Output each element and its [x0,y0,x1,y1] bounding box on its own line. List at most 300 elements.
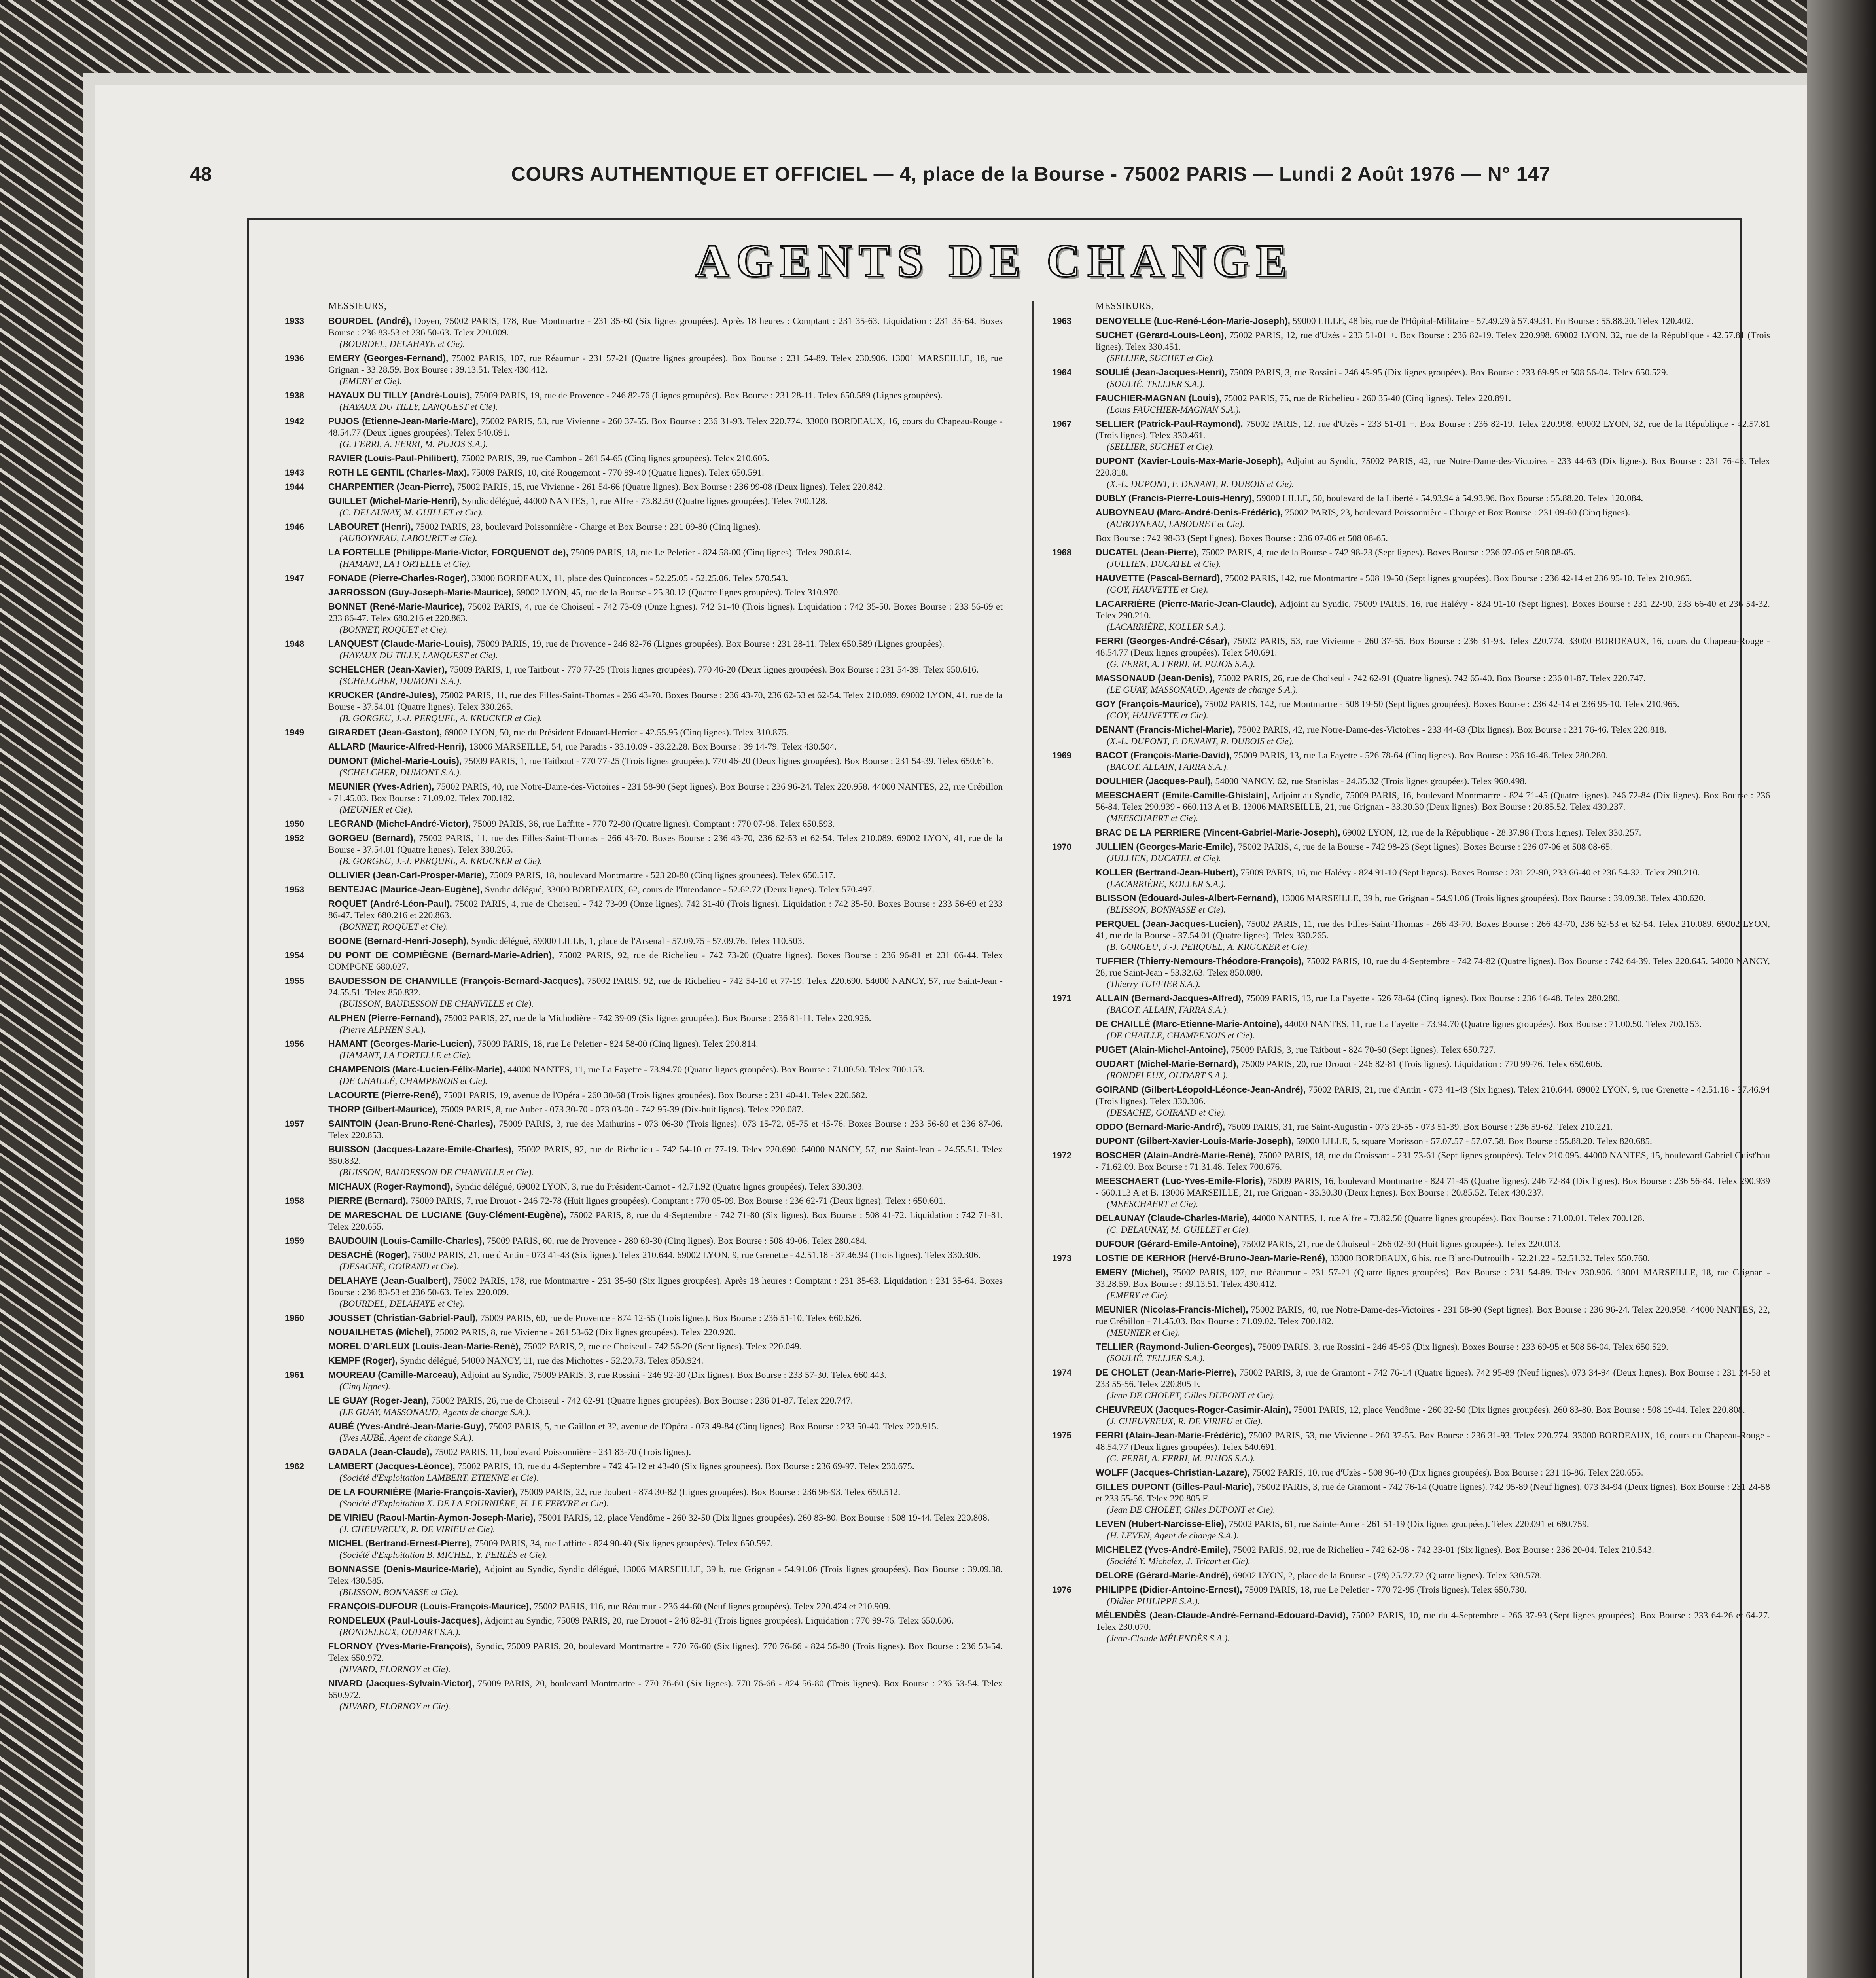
agent-name: CHARPENTIER (Jean-Pierre), [328,481,455,492]
agent-entry [285,1064,1003,1087]
agent-details: 75009 PARIS, 1, rue Taitbout - 770 77-25 (Trois lignes groupées). 770 46-20 (Deux lignes groupées). Box Bourse : 231 54-39. Telex 650.616. [449,665,979,675]
agent-entry [285,1144,1003,1178]
agent-entry [1052,1584,1770,1607]
agent-name: SCHELCHER (Jean-Xavier), [328,664,447,674]
agent-details: 75002 PARIS, 3, rue de Gramont - 742 76-14 (Quatre lignes). 742 95-89 (Neuf lignes). 073 34-94 (Deux lignes). Box Bourse : 231 24-58 et 233 55-56. Telex 220.805 F. [1096,1482,1770,1504]
entry-year: 1972 [1052,1150,1071,1160]
agent-details: 75002 PARIS, 75, rue de Richelieu - 260 35-40 (Cinq lignes). Telex 220.891. [1224,393,1511,404]
agent-entry [1052,598,1770,633]
agent-name: LANQUEST (Claude-Marie-Louis), [328,638,474,649]
agent-name: SAINTOIN (Jean-Bruno-René-Charles), [328,1118,496,1129]
agent-name: KEMPF (Roger), [328,1355,398,1366]
agent-firm: (J. CHEUVREUX, R. DE VIRIEU et Cie). [339,1524,496,1535]
page-title: AGENTS DE CHANGE [695,235,1295,287]
entry-year: 1956 [285,1039,304,1049]
agent-name: BACOT (François-Marie-David), [1096,750,1232,760]
agent-firm: (LE GUAY, MASSONAUD, Agents de change S.A.). [339,1407,531,1417]
agent-details: 44000 NANTES, 11, rue La Fayette - 73.94.70 (Quatre lignes groupées). Box Bourse : 71.00.50. Telex 700.153. [1284,1019,1702,1029]
agent-firm: (J. CHEUVREUX, R. DE VIRIEU et Cie). [1107,1416,1263,1427]
agent-name: JARROSSON (Guy-Joseph-Marie-Maurice), [328,587,514,597]
agent-firm: (AUBOYNEAU, LABOURET et Cie). [1107,519,1245,529]
agent-firm: (EMERY et Cie). [339,376,402,387]
agent-name: AUBÉ (Yves-André-Jean-Marie-Guy), [328,1421,487,1431]
entry-year: 1958 [285,1196,304,1206]
agent-name: BOURDEL (André), [328,316,412,326]
agent-firm: (AUBOYNEAU, LABOURET et Cie). [339,533,477,544]
agent-entry [285,601,1003,636]
agent-details: 75009 PARIS, 18, rue Le Peletier - 770 72-95 (Trois lignes). Telex 650.730. [1244,1585,1527,1595]
agent-firm: (C. DELAUNAY, M. GUILLET et Cie). [339,508,483,518]
right-entry-list [1052,315,1770,1645]
agent-name: PERQUEL (Jean-Jacques-Lucien), [1096,919,1244,929]
agent-entry [1052,455,1770,490]
entry-year: 1964 [1052,368,1071,377]
agent-firm: (Cinq lignes). [339,1381,391,1392]
agent-firm: (LE GUAY, MASSONAUD, Agents de change S.A.). [1107,685,1298,695]
entry-year: 1955 [285,976,304,986]
agent-firm: (LACARRIÈRE, KOLLER S.A.). [1107,879,1226,889]
agent-entry [1052,1544,1770,1567]
agent-name: DOULHIER (Jacques-Paul), [1096,776,1213,786]
agent-entry [1052,392,1770,416]
agent-entry [1052,827,1770,839]
agent-details: 69002 LYON, 12, rue de la République - 28.37.98 (Trois lignes). Telex 330.257. [1342,828,1641,838]
agent-entry [285,1421,1003,1444]
agent-firm: (Pierre ALPHEN S.A.). [339,1025,426,1035]
agent-entry [285,638,1003,661]
agent-details: 75002 PARIS, 13, rue du 4-Septembre - 742 45-12 et 43-40 (Six lignes groupées). Box Bourse : 236 69-97. Telex 230.675. [457,1461,914,1472]
entry-year: 1968 [1052,548,1071,557]
agent-firm: (SCHELCHER, DUMONT S.A.). [339,676,462,686]
entry-year: 1973 [1052,1253,1071,1263]
agent-firm: (BLISSON, BONNASSE et Cie). [1107,905,1226,915]
agent-entry [285,1326,1003,1338]
agent-entry [285,1312,1003,1324]
agent-firm: (BUISSON, BAUDESSON DE CHANVILLE et Cie). [339,1167,534,1178]
agent-details: 75002 PARIS, 40, rue Notre-Dame-des-Victoires - 231 58-90 (Sept lignes). Box Bourse : 236 96-24. Telex 220.958. 44000 NANTES, 22, rue Crébillon - 71.45.03. Box Bourse : 71.09.02. Telex 700.182. [328,782,1003,803]
agent-details: Adjoint au Syndic, Syndic délégué, 13006 MARSEILLE, 39 b, rue Grignan - 54.91.06 (Trois lignes groupées). Box Bourse : 39.09.38. Telex 430.585. [328,1564,1003,1586]
agent-name: MEESCHAERT (Luc-Yves-Emile-Floris), [1096,1176,1266,1186]
agent-firm: (X.-L. DUPONT, F. DENANT, R. DUBOIS et Cie). [1107,736,1294,746]
agent-firm: (NIVARD, FLORNOY et Cie). [339,1701,451,1712]
agent-entry [1052,1610,1770,1645]
agent-entry [1052,1467,1770,1479]
agent-entry [285,453,1003,464]
agent-firm: (JULLIEN, DUCATEL et Cie). [1107,853,1221,864]
agent-name: ALLAIN (Bernard-Jacques-Alfred), [1096,993,1244,1003]
agent-entry [1052,1430,1770,1465]
agent-name: GIRARDET (Jean-Gaston), [328,727,442,737]
agent-firm: (B. GORGEU, J.-J. PERQUEL, A. KRUCKER et Cie). [339,713,542,724]
agent-details: 69002 LYON, 45, rue de la Bourse - 25.30.12 (Quatre lignes groupées). Telex 310.970. [516,587,841,598]
agent-details: 75009 PARIS, 22, rue Joubert - 874 30-82 (Lignes groupées). Box Bourse : 236 96-93. Telex 650.512. [520,1487,901,1497]
agent-name: KOLLER (Bertrand-Jean-Hubert), [1096,867,1238,877]
agent-details: 75009 PARIS, 31, rue Saint-Augustin - 073 29-55 - 073 51-39. Box Bourse : 236 59-62. Telex 210.221. [1227,1122,1613,1132]
agent-name: BAUDOUIN (Louis-Camille-Charles), [328,1235,485,1246]
agent-entry [1052,724,1770,747]
agent-firm: (HAYAUX DU TILLY, LANQUEST et Cie). [339,402,498,412]
agent-details: Adjoint au Syndic, 75009 PARIS, 20, rue Drouot - 246 82-81 (Trois lignes groupées). Liquidation : 770 99-76. Telex 650.606. [484,1616,954,1626]
agent-entry [285,495,1003,519]
agent-name: ROQUET (André-Léon-Paul), [328,898,452,909]
agent-name: GUILLET (Michel-Marie-Henri), [328,496,460,506]
agent-entry [1052,867,1770,890]
running-head [190,156,1550,192]
entry-year: 1963 [1052,316,1071,326]
agent-entry [285,1461,1003,1484]
agent-firm: (DESACHÉ, GOIRAND et Cie). [339,1262,459,1272]
agent-name: DESACHÉ (Roger), [328,1250,411,1260]
agent-details: Syndic délégué, 69002 LYON, 3, rue du Président-Carnot - 42.71.92 (Quatre lignes groupées). Telex 330.303. [455,1182,864,1192]
agent-firm: (B. GORGEU, J.-J. PERQUEL, A. KRUCKER et Cie). [339,856,542,866]
agent-name: OUDART (Michel-Marie-Bernard), [1096,1059,1239,1069]
agent-firm: (RONDELEUX, OUDART S.A.). [1107,1070,1228,1081]
agent-entry [1052,532,1770,544]
agent-details: Adjoint au Syndic, 75002 PARIS, 42, rue Notre-Dame-des-Victoires - 233 44-63 (Dix lignes). Box Bourse : 231 76-46. Telex 220.818. [1096,456,1770,478]
agent-firm: (DE CHAILLÉ, CHAMPENOIS et Cie). [1107,1031,1255,1041]
right-column-heading: MESSIEURS, [1096,301,1155,311]
agent-entry [285,1601,1003,1612]
agent-entry [285,1369,1003,1393]
agent-name: BAUDESSON DE CHANVILLE (François-Bernard-Jacques), [328,976,584,986]
agent-name: KRUCKER (André-Jules), [328,690,438,700]
agent-details: Syndic délégué, 44000 NANTES, 1, rue Alfre - 73.82.50 (Quatre lignes groupées). Telex 700.128. [462,496,828,506]
agent-name: LEVEN (Hubert-Narcisse-Elie), [1096,1519,1227,1529]
agent-firm: (HAMANT, LA FORTELLE et Cie). [339,1050,471,1061]
agent-entry [285,664,1003,687]
agent-name: FERRI (Alain-Jean-Marie-Frédéric), [1096,1430,1246,1440]
agent-details: 75009 PARIS, 60, rue de Provence - 280 69-30 (Cinq lignes). Box Bourse : 508 49-06. Telex 280.484. [487,1236,867,1246]
agent-firm: (Société d'Exploitation X. DE LA FOURNIÈRE, H. LE FEBVRE et Cie). [339,1499,609,1509]
agent-entry [1052,955,1770,990]
agent-details: 75002 PARIS, 42, rue Notre-Dame-des-Victoires - 233 44-63 (Dix lignes). Box Bourse : 231 76-46. Telex 220.818. [1237,725,1666,735]
agent-firm: (G. FERRI, A. FERRI, M. PUJOS S.A.). [1107,1453,1255,1464]
agent-firm: (X.-L. DUPONT, F. DENANT, R. DUBOIS et Cie). [1107,479,1294,489]
agent-name: MEUNIER (Yves-Adrien), [328,781,434,792]
entry-year: 1975 [1052,1430,1071,1440]
agent-firm: (RONDELEUX, OUDART S.A.). [339,1627,461,1637]
agent-entry [1052,418,1770,453]
agent-name: GOY (François-Maurice), [1096,699,1202,709]
agent-details: 75002 PARIS, 8, rue Vivienne - 261 53-62 (Dix lignes groupées). Telex 220.920. [435,1327,736,1338]
agent-details: 75009 PARIS, 1, rue Taitbout - 770 77-25 (Trois lignes groupées). 770 46-20 (Deux lignes groupées). Box Bourse : 231 54-39. Telex 650.616. [464,756,994,766]
agent-entry [285,587,1003,599]
agent-entry [1052,1304,1770,1339]
agent-details: 44000 NANTES, 11, rue La Fayette - 73.94.70 (Quatre lignes groupées). Box Bourse : 71.00.50. Telex 700.153. [507,1065,925,1075]
agent-details: 75002 PARIS, 10, rue du 4-Septembre - 266 37-93 (Sept lignes groupées). Box Bourse : 233 64-26 et 64-27. Telex 230.070. [1096,1610,1770,1632]
agent-details: 75009 PARIS, 20, rue Drouot - 246 82-81 (Trois lignes). Liquidation : 770 99-76. Telex 650.606. [1241,1059,1602,1069]
agent-details: 75002 PARIS, 92, rue de Richelieu - 742 54-10 et 77-19. Telex 220.690. 54000 NANCY, 57, rue Saint-Jean - 24.55.51. Telex 850.832. [328,976,1003,998]
agent-entry [285,1512,1003,1535]
agent-name: LEGRAND (Michel-André-Victor), [328,818,471,829]
left-entry-list [285,315,1003,1713]
agent-entry [1052,790,1770,824]
agent-details: 75009 PARIS, 13, rue La Fayette - 526 78-64 (Cinq lignes). Box Bourse : 236 16-48. Telex 280.280. [1234,750,1608,761]
entry-year: 1953 [285,885,304,894]
agent-firm: (DESACHÉ, GOIRAND et Cie). [1107,1108,1227,1118]
agent-entry [1052,1084,1770,1119]
agent-name: FLORNOY (Yves-Marie-François), [328,1641,473,1651]
agent-firm: (BOURDEL, DELAHAYE et Cie). [339,339,465,349]
agent-entry [285,1118,1003,1141]
agent-details: 75009 PARIS, 19, rue de Provence - 246 82-76 (Lignes groupées). Box Bourse : 231 28-11. Telex 650.589 (Lignes groupées). [474,390,943,401]
agent-name: LA FORTELLE (Philippe-Marie-Victor, FORQUENOT de), [328,547,568,557]
agent-details: 75002 PARIS, 178, rue Montmartre - 231 35-60 (Six lignes groupées). Après 18 heures : Comptant : 231 35-63. Liquidation : 231 35-64. Boxes Bourse : 236 83-53 et 236 50-63. Telex 220.009. [328,1276,1003,1298]
entry-year: 1949 [285,728,304,737]
agent-name: NIVARD (Jacques-Sylvain-Victor), [328,1678,475,1688]
entry-year: 1933 [285,316,304,326]
agent-firm: (GOY, HAUVETTE et Cie). [1107,585,1208,595]
agent-firm: (HAMANT, LA FORTELLE et Cie). [339,559,471,569]
agent-details: 75002 PARIS, 142, rue Montmartre - 508 19-50 (Sept lignes groupées). Boxes Bourse : 236 42-14 et 236 95-10. Telex 210.965. [1204,699,1679,709]
entry-year: 1976 [1052,1585,1071,1595]
agent-details: 75002 PARIS, 23, boulevard Poissonnière - Charge et Box Bourse : 231 09-80 (Cinq lignes). [415,522,761,532]
agent-details: 75009 PARIS, 18, rue Le Peletier - 824 58-00 (Cinq lignes). Telex 290.814. [477,1039,758,1049]
entry-year: 1959 [285,1236,304,1246]
agent-details: 75002 PARIS, 10, rue d'Uzès - 508 96-40 (Dix lignes groupées). Box Bourse : 231 16-86. Telex 220.655. [1252,1468,1643,1478]
agent-firm: (BONNET, ROQUET et Cie). [339,625,449,635]
agent-details: 75002 PARIS, 92, rue de Richelieu - 742 54-10 et 77-19. Telex 220.690. 54000 NANCY, 57, rue Saint-Jean - 24.55.51. Telex 850.832. [328,1144,1003,1166]
agent-entry [285,1089,1003,1101]
entry-year: 1961 [285,1370,304,1380]
agent-details: 75009 PARIS, 10, cité Rougemont - 770 99-40 (Quatre lignes). Telex 650.591. [471,468,764,478]
agent-entry [285,1641,1003,1675]
agent-entry [285,1563,1003,1598]
agent-entry [1052,1267,1770,1302]
agent-name: SOULIÉ (Jean-Jacques-Henri), [1096,367,1227,377]
agent-details: 75002 PARIS, 4, rue de Choiseul - 742 73-09 (Onze lignes). 742 31-40 (Trois lignes). Liquidation : 742 35-50. Boxes Bourse : 233 56-69 et 233 86-47. Telex 680.216 et 220.863. [328,602,1003,623]
agent-firm: (Société Y. Michelez, J. Tricart et Cie). [1107,1556,1251,1567]
agent-firm: (MEUNIER et Cie). [339,805,413,815]
agent-details: 75009 PARIS, 36, rue Laffitte - 770 72-90 (Quatre lignes). Comptant : 770 07-98. Telex 650.593. [473,819,835,829]
agent-entry [285,415,1003,450]
agent-details: 75009 PARIS, 16, rue Halévy - 824 91-10 (Sept lignes). Boxes Bourse : 231 22-90, 233 66-40 et 236 54-32. Telex 290.210. [1240,868,1700,878]
agent-firm: (NIVARD, FLORNOY et Cie). [339,1664,451,1675]
agent-name: AUBOYNEAU (Marc-André-Denis-Frédéric), [1096,507,1283,517]
agent-name: DELAHAYE (Jean-Gualbert), [328,1275,451,1286]
agent-name: MEESCHAERT (Emile-Camille-Ghislain), [1096,790,1270,800]
agent-firm: (Didier PHILIPPE S.A.). [1107,1596,1200,1607]
agent-name: WOLFF (Jacques-Christian-Lazare), [1096,1467,1250,1478]
agent-firm: (MEESCHAERT et Cie). [1107,1199,1198,1209]
entry-year: 1967 [1052,419,1071,429]
agent-details: 75002 PARIS, 21, rue d'Antin - 073 41-43 (Six lignes). Telex 210.644. 69002 LYON, 9, rue Grenette - 42.51.18 - 37.46.94 (Trois lignes). Telex 330.306. [1096,1085,1770,1106]
agent-name: BRAC DE LA PERRIERE (Vincent-Gabriel-Marie-Joseph), [1096,827,1340,837]
agent-details: 13006 MARSEILLE, 54, rue Paradis - 33.10.09 - 33.22.28. Box Bourse : 39 14-79. Telex 430.504. [469,742,837,752]
agent-details: 75009 PARIS, 3, rue Rossini - 246 45-95 (Dix lignes). Boxes Bourse : 233 69-95 et 508 56-04. Telex 650.529. [1257,1342,1668,1352]
agent-name: DE LA FOURNIÈRE (Marie-François-Xavier), [328,1487,518,1497]
agent-name: HAMANT (Georges-Marie-Lucien), [328,1038,475,1049]
agent-entry [1052,1252,1770,1264]
entry-year: 1971 [1052,993,1071,1003]
agent-details: 59000 LILLE, 48 bis, rue de l'Hôpital-Militaire - 57.49.29 à 57.49.31. En Bourse : 55.88.20. Telex 120.402. [1292,316,1694,326]
agent-details: 75002 PARIS, 18, rue du Croissant - 231 73-61 (Sept lignes groupées). Telex 210.095. 44000 NANTES, 15, boulevard Gabriel Guist'hau - 71.62.09. Box Bourse : 71.31.48. Telex 700.676. [1096,1150,1770,1172]
agent-firm: (C. DELAUNAY, M. GUILLET et Cie). [1107,1225,1251,1235]
agent-entry [285,1235,1003,1247]
agent-name: MASSONAUD (Jean-Denis), [1096,673,1215,683]
agent-entry [1052,698,1770,722]
entry-year: 1944 [285,482,304,492]
agent-name: FAUCHIER-MAGNAN (Louis), [1096,393,1222,403]
agent-entry [1052,750,1770,773]
entry-year: 1960 [285,1313,304,1323]
agent-name: FONADE (Pierre-Charles-Roger), [328,573,469,583]
agent-name: DUPONT (Xavier-Louis-Max-Marie-Joseph), [1096,456,1283,466]
agent-name: BENTEJAC (Maurice-Jean-Eugène), [328,884,483,894]
agent-name: DUMONT (Michel-Marie-Louis), [328,756,462,766]
agent-firm: (Jean DE CHOLET, Gilles DUPONT et Cie). [1107,1391,1276,1401]
agent-entry [1052,1058,1770,1082]
agent-entry [285,832,1003,867]
agent-entry [1052,1518,1770,1542]
agent-name: DUFOUR (Gérard-Emile-Antoine), [1096,1239,1240,1249]
agent-details: 75002 PARIS, 11, rue des Filles-Saint-Thomas - 266 43-70. Boxes Bourse : 266 43-70, 236 62-53 et 62-54. Telex 210.089. 69002 LYON, 41, rue de la Bourse - 37.54.01 (Quatre lignes). Telex 330.265. [1096,919,1770,941]
agent-details: 75002 PARIS, 26, rue de Choiseul - 742 62-91 (Quatre lignes groupées). Box Bourse : 236 01-87. Telex 220.747. [431,1396,853,1406]
entry-year: 1943 [285,468,304,477]
agent-details: 75009 PARIS, 18, rue Le Peletier - 824 58-00 (Cinq lignes). Telex 290.814. [570,548,852,558]
agent-entry [1052,993,1770,1016]
agent-name: RAVIER (Louis-Paul-Philibert), [328,453,459,463]
agent-name: LACARRIÈRE (Pierre-Marie-Jean-Claude), [1096,599,1277,609]
agent-entry [285,547,1003,570]
agent-name: CHAMPENOIS (Marc-Lucien-Félix-Marie), [328,1064,505,1074]
agent-firm: (SELLIER, SUCHET et Cie). [1107,353,1214,364]
agent-firm: (HAYAUX DU TILLY, LANQUEST et Cie). [339,650,498,661]
agent-entry [1052,1135,1770,1147]
agent-entry [285,755,1003,779]
agent-name: DE VIRIEU (Raoul-Martin-Aymon-Joseph-Marie), [328,1512,536,1523]
agent-details: 54000 NANCY, 62, rue Stanislas - 24.35.32 (Trois lignes groupées). Telex 960.498. [1215,776,1527,786]
agent-firm: (SOULIÉ, TELLIER S.A.). [1107,379,1205,389]
agent-firm: (EMERY et Cie). [1107,1290,1170,1301]
agent-name: MOUREAU (Camille-Marceau), [328,1370,459,1380]
agent-name: LABOURET (Henri), [328,521,413,532]
agent-entry [285,352,1003,387]
agent-firm: (Jean DE CHOLET, Gilles DUPONT et Cie). [1107,1505,1276,1515]
agent-details: 75009 PARIS, 20, boulevard Montmartre - 770 76-60 (Six lignes). 770 76-66 - 824 56-80 (Trois lignes). Box Bourse : 236 53-54. Telex 650.972. [328,1679,1003,1700]
agent-entry [285,781,1003,816]
agent-entry [1052,330,1770,364]
agent-details: 75002 PARIS, 92, rue de Richelieu - 742 73-20 (Quatre lignes). Boxes Bourse : 236 96-81 et 231 06-44. Telex COMPGNE 680.027. [328,950,1003,972]
agent-firm: (LACARRIÈRE, KOLLER S.A.). [1107,622,1226,632]
agent-firm: (G. FERRI, A. FERRI, M. PUJOS S.A.). [339,439,488,449]
agent-name: GORGEU (Bernard), [328,833,416,843]
agent-details: Adjoint au Syndic, 75009 PARIS, 16, rue Halévy - 824 91-10 (Sept lignes). Boxes Bourse : 231 22-90, 233 66-40 et 236 54-32. Telex 290.210. [1096,599,1770,621]
agent-details: Syndic délégué, 33000 BORDEAUX, 62, cours de l'Intendance - 52.62.72 (Deux lignes). Telex 570.497. [485,885,875,895]
agent-entry [1052,1018,1770,1042]
left-column-heading: MESSIEURS, [328,301,387,311]
agent-name: BONNET (René-Marie-Maurice), [328,601,465,612]
agent-entry [1052,367,1770,390]
agent-entry [285,1538,1003,1561]
agent-firm: (BACOT, ALLAIN, FARRA S.A.). [1107,1005,1229,1015]
agent-name: BONNASSE (Denis-Maurice-Marie), [328,1564,481,1574]
agent-details: 75001 PARIS, 19, avenue de l'Opéra - 260 30-68 (Trois lignes groupées). Box Bourse : 231 40-41. Telex 220.682. [443,1090,868,1101]
agent-details: 75009 PARIS, 8, rue Auber - 073 30-70 - 073 03-00 - 742 95-39 (Dix-huit lignes). Telex 220.087. [440,1105,804,1115]
agent-name: BLISSON (Edouard-Jules-Albert-Fernand), [1096,893,1279,903]
agent-firm: (BACOT, ALLAIN, FARRA S.A.). [1107,762,1229,772]
agent-name: JOUSSET (Christian-Gabriel-Paul), [328,1313,478,1323]
agent-firm: (GOY, HAUVETTE et Cie). [1107,710,1208,721]
agent-entry [285,741,1003,753]
agent-firm: (Société d'Exploitation B. MICHEL, Y. PERLÈS et Cie). [339,1550,547,1560]
agent-details: Syndic délégué, 54000 NANCY, 11, rue des Michottes - 52.20.73. Telex 850.924. [399,1356,704,1366]
agent-name: MEUNIER (Nicolas-Francis-Michel), [1096,1304,1248,1315]
agent-entry [285,884,1003,896]
agent-details: 75002 PARIS, 15, rue Vivienne - 261 54-66 (Quatre lignes). Box Bourse : 236 99-08 (Deux lignes). Telex 220.842. [457,482,886,492]
agent-entry [1052,547,1770,570]
agent-details: Syndic délégué, 59000 LILLE, 1, place de l'Arsenal - 57.09.75 - 57.09.76. Telex 110.503. [471,936,805,946]
agent-entry [285,1209,1003,1233]
agent-details: 75002 PARIS, 142, rue Montmartre - 508 19-50 (Sept lignes groupées). Box Bourse : 236 42-14 et 236 95-10. Telex 210.965. [1225,573,1692,584]
agent-entry [1052,841,1770,864]
agent-entry [285,1181,1003,1193]
agent-name: MICHEL (Bertrand-Ernest-Pierre), [328,1538,472,1548]
agent-name: DE MARESCHAL DE LUCIANE (Guy-Clément-Eugène), [328,1210,566,1220]
agent-entry [1052,1481,1770,1516]
agent-details: 33000 BORDEAUX, 11, place des Quinconces - 52.25.05 - 52.25.06. Telex 570.543. [471,573,788,584]
agent-entry [1052,918,1770,953]
agent-firm: (Yves AUBÉ, Agent de change S.A.). [339,1433,474,1443]
entry-year: 1946 [285,522,304,532]
agent-name: DUBLY (Francis-Pierre-Louis-Henry), [1096,493,1255,503]
agent-name: GOIRAND (Gilbert-Léopold-Léonce-Jean-André), [1096,1084,1306,1095]
agent-details: 75002 PARIS, 40, rue Notre-Dame-des-Victoires - 231 58-90 (Sept lignes). Box Bourse : 236 96-24. Telex 220.958. 44000 NANTES, 22, rue Crébillon - 71.45.03. Box Bourse : 71.09.02. Telex 700.182. [1096,1305,1770,1326]
agent-details: Adjoint au Syndic, 75009 PARIS, 16, boulevard Montmartre - 824 71-45 (Quatre lignes). 246 72-84 (Dix lignes). Box Bourse : 236 56-84. Telex 290.939 - 660.113 A et B. 13006 MARSEILLE, 21, rue Grignan - 33.30.30 (Deux lignes). Box Bourse : 20.85.52. Telex 430.237. [1096,790,1770,812]
agent-entry [285,1012,1003,1036]
agent-name: DENANT (Francis-Michel-Marie), [1096,724,1235,735]
agent-name: LAMBERT (Jacques-Léonce), [328,1461,455,1471]
agent-firm: (BUISSON, BAUDESSON DE CHANVILLE et Cie). [339,999,534,1009]
agent-firm: (DE CHAILLÉ, CHAMPENOIS et Cie). [339,1076,488,1086]
agent-name: DE CHAILLÉ (Marc-Etienne-Marie-Antoine), [1096,1019,1282,1029]
agent-name: MICHELEZ (Yves-André-Emile), [1096,1544,1231,1555]
entry-year: 1954 [285,950,304,960]
column-divider [1032,301,1034,1978]
agent-name: NOUAILHETAS (Michel), [328,1327,433,1337]
agent-details: 75009 PARIS, 18, boulevard Montmartre - 523 20-80 (Cinq lignes groupées). Telex 650.517. [489,870,836,881]
agent-name: OLLIVIER (Jean-Carl-Prosper-Marie), [328,870,487,880]
agent-details: 75009 PARIS, 3, rue des Mathurins - 073 06-30 (Trois lignes). 073 15-72, 05-75 et 45-76. Boxes Bourse : 233 56-80 et 236 87-06. Telex 220.853. [328,1119,1003,1141]
agent-firm: (H. LEVEN, Agent de change S.A.). [1107,1531,1239,1541]
agent-details: 75009 PARIS, 7, rue Drouot - 246 72-78 (Huit lignes groupées). Comptant : 770 05-09. Box Bourse : 236 62-71 (Deux lignes). Telex : 650.601. [410,1196,946,1206]
agent-details: 75009 PARIS, 3, rue Taitbout - 824 70-60 (Sept lignes). Telex 650.727. [1230,1045,1496,1055]
agent-details: 75002 PARIS, 11, boulevard Poissonnière - 231 83-70 (Trois lignes). [434,1447,691,1457]
agent-details: 59000 LILLE, 50, boulevard de la Liberté - 54.93.94 à 54.93.96. Box Bourse : 55.88.20. Telex 120.084. [1257,493,1643,504]
agent-details: 75002 PARIS, 2, rue de Choiseul - 742 56-20 (Sept lignes). Telex 220.049. [523,1341,802,1352]
agent-details: 75009 PARIS, 3, rue Rossini - 246 45-95 (Dix lignes groupées). Box Bourse : 233 69-95 et 508 56-04. Telex 650.529. [1229,368,1668,378]
agent-entry [285,1395,1003,1418]
agent-name: GADALA (Jean-Claude), [328,1447,432,1457]
right-column [1052,301,1770,1978]
agent-entry [285,315,1003,350]
agent-entry [285,1678,1003,1713]
agent-entry [1052,1238,1770,1250]
agent-name: SELLIER (Patrick-Paul-Raymond), [1096,419,1243,429]
agent-name: BUISSON (Jacques-Lazare-Emile-Charles), [328,1144,514,1154]
agent-name: MICHAUX (Roger-Raymond), [328,1181,453,1192]
agent-details: 75002 PARIS, 3, rue de Gramont - 742 76-14 (Quatre lignes). 742 95-89 (Neuf lignes). 073 34-94 (Deux lignes). Box Bourse : 231 24-58 et 233 55-56. Telex 220.805 F. [1096,1368,1770,1389]
agent-details: 75002 PARIS, 53, rue Vivienne - 260 37-55. Box Bourse : 236 31-93. Telex 220.774. 33000 BORDEAUX, 16, cours du Chapeau-Rouge - 48.54.77 (Deux lignes groupées). Telex 540.691. [1096,636,1770,658]
agent-name: LE GUAY (Roger-Jean), [328,1395,429,1406]
agent-entry [285,949,1003,973]
entry-year: 1950 [285,819,304,829]
agent-name: ALPHEN (Pierre-Fernand), [328,1013,442,1023]
agent-details: 69002 LYON, 2, place de la Bourse - (78) 25.72.72 (Quatre lignes). Telex 330.578. [1233,1571,1542,1581]
agent-firm: (JULLIEN, DUCATEL et Cie). [1107,559,1221,569]
agent-details: 75002 PARIS, 12, rue d'Uzès - 233 51-01 +. Box Bourse : 236 82-19. Telex 220.998. 69002 LYON, 32, rue de la République - 42.57.81 (Trois lignes). Telex 330.461. [1096,419,1770,441]
agent-name: TUFFIER (Thierry-Nemours-Théodore-François), [1096,956,1304,966]
